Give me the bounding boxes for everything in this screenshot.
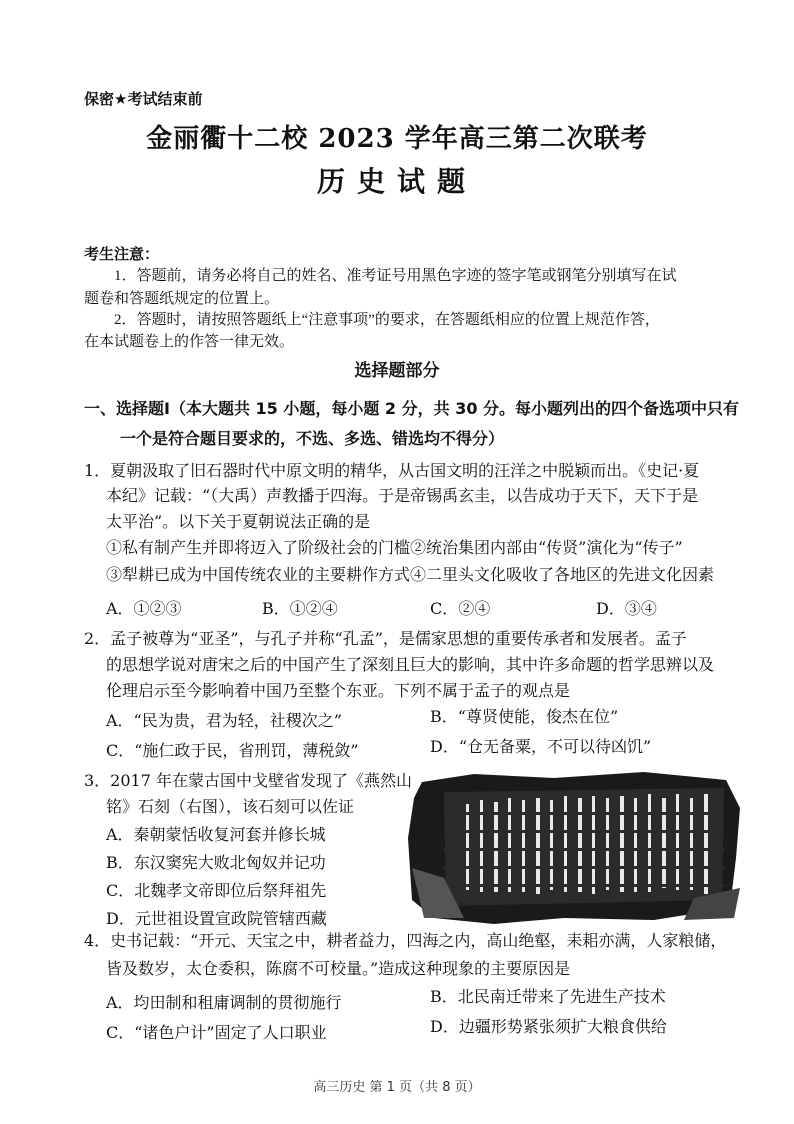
notice-item-2-line-2: 在本试题卷上的作答一律无效。 — [84, 334, 295, 350]
q1-line-3: 太平治”。以下关于夏朝说法正确的是 — [106, 512, 371, 531]
q1-line-4: ①私有制产生并即将迈入了阶级社会的门槛②统治集团内部由“传贤”演化为“传子” — [106, 538, 683, 557]
q3-option-c[interactable]: C．北魏孝文帝即位后祭拜祖先 — [106, 881, 327, 900]
q2-option-d[interactable]: D．“仓无备粟，不可以待凶饥” — [430, 737, 652, 756]
q3-line-1: 3．2017 年在蒙古国中戈壁省发现了《燕然山 — [84, 771, 412, 790]
q1-line-5: ③犁耕已成为中国传统农业的主要耕作方式④二里头文化吸收了各地区的先进文化因素 — [106, 565, 715, 584]
part-heading-line-1: 一、选择题Ⅰ（本大题共 15 小题，每小题 2 分，共 30 分。每小题列出的四个备选项中只有 — [84, 399, 740, 418]
notice-item-2-line-1: 2．答题时，请按照答题纸上“注意事项”的要求，在答题纸相应的位置上规范作答， — [114, 312, 660, 328]
q1-option-c[interactable]: C．②④ — [430, 599, 491, 618]
q4-option-c[interactable]: C．“诸色户计”固定了人口职业 — [106, 1023, 327, 1042]
q1-option-b[interactable]: B．①②④ — [262, 599, 338, 618]
q2-option-c[interactable]: C．“施仁政于民，省刑罚，薄税敛” — [106, 741, 359, 760]
q1-line-2: 本纪》记载：“（大禹）声教播于四海。于是帝锡禹玄圭，以告成功于天下，天下于是 — [106, 486, 699, 505]
part-heading-line-2: 一个是符合题目要求的，不选、多选、错选均不得分） — [120, 429, 505, 448]
notice-item-1-line-1: 1．答题前，请务必将自己的姓名、准考证号用黑色字迹的签字笔或钢笔分别填写在试 — [114, 268, 677, 284]
q3-option-d[interactable]: D．元世祖设置宣政院管辖西藏 — [106, 909, 327, 928]
q4-option-b[interactable]: B．北民南迁带来了先进生产技术 — [430, 987, 666, 1006]
page-footer: 高三历史 第 1 页（共 8 页） — [313, 1080, 481, 1095]
q1-line-1: 1．夏朝汲取了旧石器时代中原文明的精华，从古国文明的汪洋之中脱颖而出。《史记·夏 — [84, 461, 700, 480]
q3-line-2: 铭》石刻（右图），该石刻可以佐证 — [106, 797, 355, 816]
q2-line-3: 伦理启示至今影响着中国乃至整个东亚。下列不属于孟子的观点是 — [106, 681, 571, 700]
q2-line-2: 的思想学说对唐宋之后的中国产生了深刻且巨大的影响，其中许多命题的哲学思辨以及 — [106, 655, 715, 674]
q2-line-1: 2．孟子被尊为“亚圣”，与孔子并称“孔孟”，是儒家思想的重要传承者和发展者。孟子 — [84, 629, 687, 648]
section-title: 选择题部分 — [354, 361, 440, 381]
notice-heading: 考生注意： — [84, 245, 160, 263]
q4-option-d[interactable]: D．边疆形势紧张须扩大粮食供给 — [430, 1017, 667, 1036]
confidential-label: 保密★考试结束前 — [84, 90, 203, 108]
q3-option-a[interactable]: A．秦朝蒙恬收复河套并修长城 — [106, 825, 326, 844]
q3-option-b[interactable]: B．东汉窦宪大败北匈奴并记功 — [106, 853, 326, 872]
q2-option-b[interactable]: B．“尊贤使能，俊杰在位” — [430, 707, 619, 726]
q1-option-d[interactable]: D．③④ — [596, 599, 657, 618]
q4-option-a[interactable]: A．均田制和租庸调制的贯彻施行 — [106, 993, 342, 1012]
exam-subtitle: 历史试题 — [316, 165, 477, 198]
q4-line-2: 皆及数岁，太仓委积，陈腐不可校量。”造成这种现象的主要原因是 — [106, 959, 571, 978]
notice-item-1-line-2: 题卷和答题纸规定的位置上。 — [84, 291, 280, 307]
q1-option-a[interactable]: A．①②③ — [106, 599, 182, 618]
q2-option-a[interactable]: A．“民为贵，君为轻，社稷次之” — [106, 711, 342, 730]
q4-line-1: 4．史书记载：“开元、天宝之中，耕者益力，四海之内，高山绝壑，耒耜亦满，人家粮储， — [84, 931, 727, 950]
exam-title: 金丽衢十二校 2023 学年高三第二次联考 — [146, 124, 648, 154]
stone-inscription-rubbing-image — [404, 768, 744, 928]
